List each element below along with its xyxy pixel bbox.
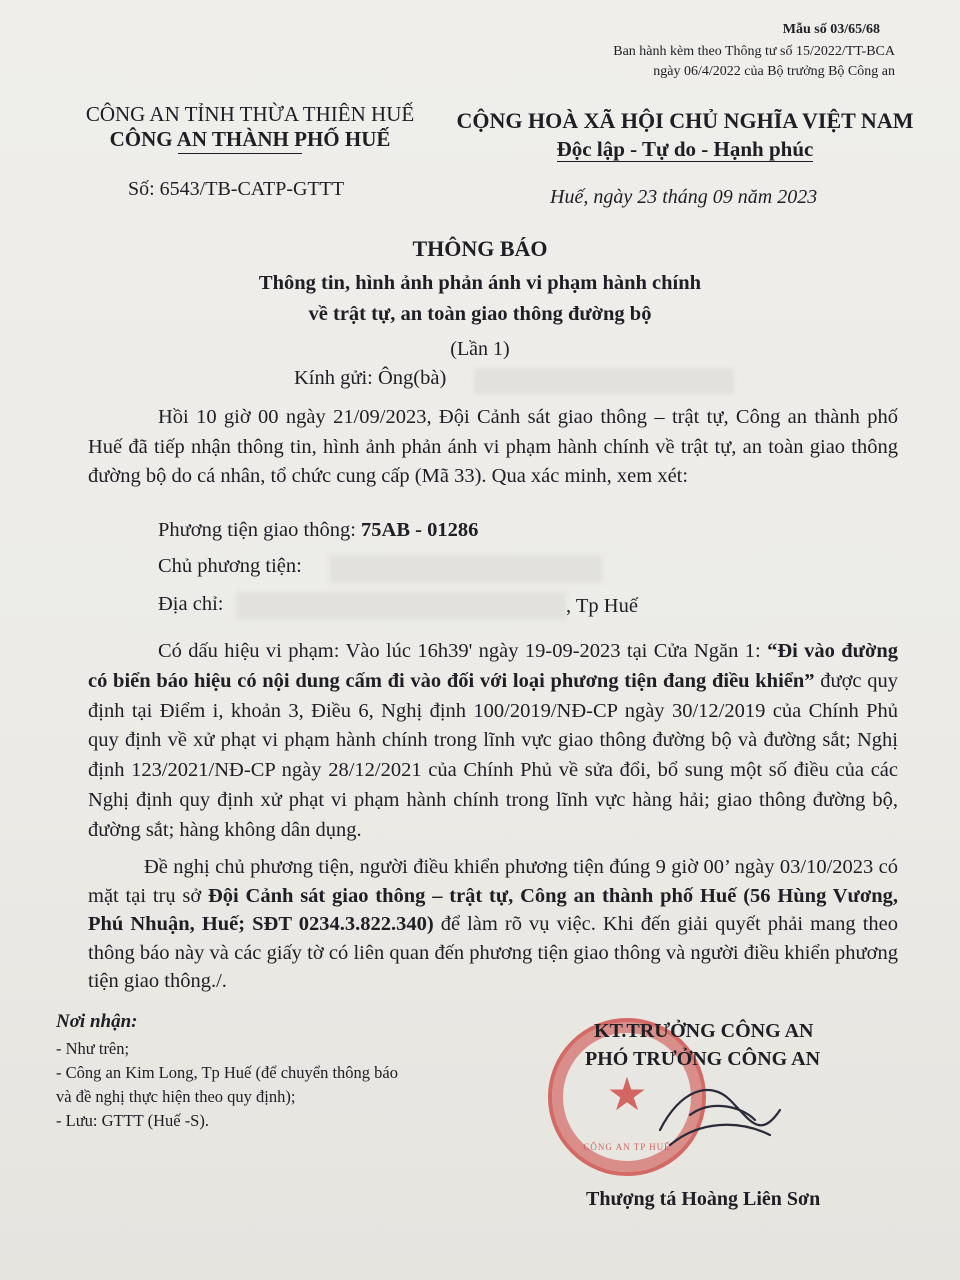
signer-name: Thượng tá Hoàng Liên Sơn [586, 1188, 821, 1210]
notice-title: THÔNG BÁO [412, 236, 548, 261]
address-label: Địa chỉ: [158, 593, 224, 615]
recipient-item: - Lưu: GTTT (Huế -S). [56, 1111, 209, 1130]
address-suffix: , Tp Huế [566, 595, 638, 617]
redacted-address [236, 592, 566, 620]
violation-description: “Đi vào đường có biển báo hiệu có nội dung cấm đi vào đối với loại phương tiện đang điều khiển” [88, 640, 898, 692]
handwritten-signature [640, 1060, 800, 1170]
redacted-owner [330, 555, 602, 583]
agency-underline [178, 129, 302, 154]
recipients-heading: Nơi nhận: [56, 1011, 138, 1032]
salutation: Kính gửi: Ông(bà) [294, 367, 447, 389]
request-office: Đội Cảnh sát giao thông – trật tự, Công an thành phố Huế (56 Hùng Vương, Phú Nhuận, Huế; SĐT 0234.3.822.340) [88, 884, 898, 935]
vehicle-label: Phương tiện giao thông: [158, 519, 356, 541]
document-number: Số: 6543/TB-CATP-GTTT [128, 178, 345, 200]
signature-title-2: PHÓ TRƯỞNG CÔNG AN [585, 1048, 821, 1070]
request-rest: để làm rõ vụ việc. Khi đến giải quyết phải mang theo thông báo này và các giấy tờ có liên quan đến phương tiện giao thông và người điều khiển phương tiện giao thông./. [88, 913, 898, 992]
signature-title-1: KT.TRƯỞNG CÔNG AN [594, 1020, 814, 1042]
violation-paragraph [88, 637, 898, 846]
agency-name: CÔNG AN THÀNH PHỐ HUẾ [109, 127, 391, 151]
violation-legal-basis: được quy định tại Điểm i, khoản 3, Điều 6, Nghị định 100/2019/NĐ-CP ngày 30/12/2019 của Chính Phủ quy định về xử phạt vi phạm hành chính trong lĩnh vực giao thông đường bộ và đường sắt; Nghị định 123/2021/NĐ-CP ngày 28/12/2021 của Chính Phủ về sửa đổi, bổ sung một số điều của các Nghị định quy định xử phạt vi phạm hành chính trong lĩnh vực hàng hải; giao thông đường bộ, đường sắt; hàng không dân dụng. [88, 669, 898, 841]
star-emblem-icon: ★ [606, 1069, 648, 1120]
nation-motto: Độc lập - Tự do - Hạnh phúc [556, 137, 814, 161]
violation-lead: Có dấu hiệu vi phạm: Vào lúc 16h39' ngày 19-09-2023 tại Cửa Ngăn 1: [158, 640, 768, 662]
agency-parent: CÔNG AN TỈNH THỪA THIÊN HUẾ [85, 102, 415, 126]
owner-label: Chủ phương tiện: [158, 555, 302, 577]
recipient-item: - Như trên; [56, 1039, 130, 1058]
vehicle-plate: 75AB - 01286 [361, 519, 479, 541]
vehicle-row [158, 519, 478, 542]
request-lead: Đề nghị chủ phương tiện, người điều khiển phương tiện đúng 9 giờ 00’ ngày 03/10/2023 có mặt tại trụ sở [88, 856, 898, 907]
notice-round: (Lần 1) [450, 338, 510, 360]
notice-subtitle-2: về trật tự, an toàn giao thông đường bộ [308, 303, 652, 325]
place-date: Huế, ngày 23 tháng 09 năm 2023 [550, 186, 818, 208]
notice-subtitle-1: Thông tin, hình ảnh phản ánh vi phạm hành chính [258, 272, 702, 294]
recipient-item: và đề nghị thực hiện theo quy định); [56, 1087, 296, 1106]
form-issued-line-2: ngày 06/4/2022 của Bộ trưởng Bộ Công an [653, 64, 895, 79]
request-paragraph [88, 853, 898, 996]
nation-name: CỘNG HOÀ XÃ HỘI CHỦ NGHĨA VIỆT NAM [456, 108, 914, 133]
form-code: Mẫu số 03/65/68 [782, 22, 880, 37]
intro-paragraph: Hồi 10 giờ 00 ngày 21/09/2023, Đội Cảnh sát giao thông – trật tự, Công an thành phố Huế đã tiếp nhận thông tin, hình ảnh phản ánh vi phạm hành chính về trật tự, an toàn giao thông đường bộ do cá nhân, tổ chức cung cấp (Mã 33). Qua xác minh, xem xét: [88, 406, 898, 487]
recipient-item: - Công an Kim Long, Tp Huế (để chuyển thông báo [56, 1063, 399, 1082]
form-issued-line-1: Ban hành kèm theo Thông tư số 15/2022/TT-BCA [613, 44, 895, 59]
redacted-recipient-name [474, 368, 734, 394]
seal-text: CÔNG AN TP HUẾ [583, 1142, 671, 1152]
